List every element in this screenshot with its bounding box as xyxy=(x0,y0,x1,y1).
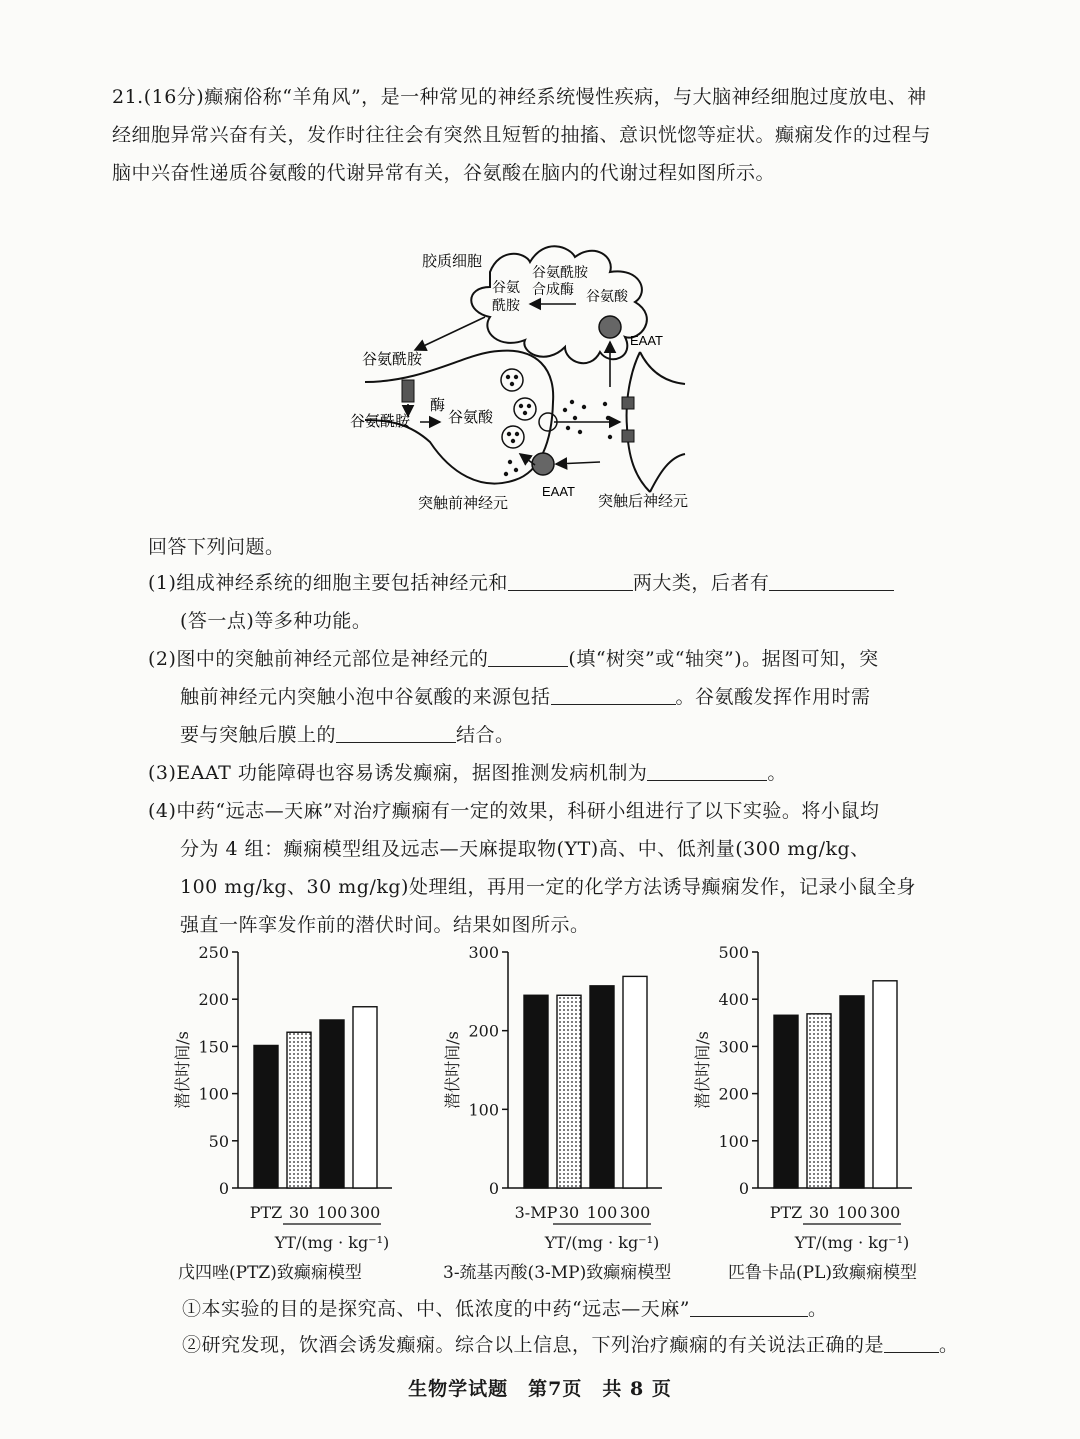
y-tick-label: 100 xyxy=(468,1100,499,1120)
presynaptic-label: 突触前神经元 xyxy=(418,494,509,512)
postsynaptic-label: 突触后神经元 xyxy=(598,492,689,510)
x-tick-label: 30 xyxy=(558,1203,580,1222)
y-tick-label: 0 xyxy=(738,1179,749,1198)
glutamate-metabolism-diagram xyxy=(340,232,720,522)
bar xyxy=(623,976,647,1188)
chart-ptz xyxy=(160,940,460,1254)
subq2-line: ②研究发现，饮酒会诱发癫痫。综合以上信息，下列治疗癫痫的有关说法正确的是 。 xyxy=(182,1334,959,1356)
subq1-blank[interactable] xyxy=(690,1296,808,1317)
question-number: 21. xyxy=(112,86,144,108)
subq2-blank[interactable] xyxy=(884,1332,939,1353)
chart-3mp-caption: 3-巯基丙酸(3-MP)致癫痫模型 xyxy=(443,1263,672,1283)
y-tick-label: 300 xyxy=(718,1037,749,1057)
x-tick-label: 3-MP xyxy=(514,1203,558,1222)
glutamate-label: 谷氨酸 xyxy=(448,408,494,426)
bar xyxy=(807,1014,831,1188)
bar xyxy=(353,1007,377,1188)
y-tick-label: 0 xyxy=(218,1179,229,1198)
y-tick-label: 300 xyxy=(468,943,499,962)
q2-line-2: 触前神经元内突触小泡中谷氨酸的来源包括 。谷氨酸发挥作用时需 xyxy=(180,686,871,708)
y-tick-label: 200 xyxy=(198,990,229,1010)
q3-line-1: (3)EAAT 功能障碍也容易诱发癫痫，据图推测发病机制为 。 xyxy=(148,762,787,784)
question-intro xyxy=(112,78,932,192)
y-axis-label: 潜伏时间/s xyxy=(693,1031,712,1109)
y-tick-label: 0 xyxy=(488,1179,499,1198)
glial-glutamine-label-1: 谷氨 xyxy=(492,280,520,296)
bar xyxy=(557,995,581,1188)
y-tick-label: 100 xyxy=(198,1084,229,1104)
glutamine-in-label: 谷氨酰胺 xyxy=(350,412,411,430)
y-tick-label: 200 xyxy=(718,1084,749,1104)
q1-blank-2[interactable] xyxy=(769,570,894,591)
x-tick-label: 30 xyxy=(288,1203,310,1222)
x-tick-label: 300 xyxy=(869,1203,901,1222)
bar xyxy=(590,986,614,1188)
q1-blank-1[interactable] xyxy=(508,570,633,591)
y-tick-label: 500 xyxy=(718,943,749,962)
y-tick-label: 50 xyxy=(208,1131,229,1151)
bar xyxy=(320,1020,344,1188)
x-tick-label: 300 xyxy=(619,1203,651,1222)
chart-pl xyxy=(680,940,980,1254)
q2-blank-1[interactable] xyxy=(488,646,568,667)
eaat-bottom-transporter xyxy=(532,453,554,475)
q2-line-1: (2)图中的突触前神经元部位是神经元的 (填“树突”或“轴突”)。据图可知，突 xyxy=(148,648,879,670)
eaat-top-label: EAAT xyxy=(630,333,663,348)
x-axis-label: YT/(mg · kg⁻¹) xyxy=(274,1233,390,1252)
q4-line-1: (4)中药“远志—天麻”对治疗癫痫有一定的效果，科研小组进行了以下实验。将小鼠均 xyxy=(148,800,880,822)
eaat-bottom-label: EAAT xyxy=(542,484,575,499)
q2-blank-2[interactable] xyxy=(551,684,676,705)
x-tick-label: PTZ xyxy=(769,1203,803,1222)
glial-glutamine-label-2: 酰胺 xyxy=(492,298,520,314)
glial-cell-label: 胶质细胞 xyxy=(422,252,483,270)
q2-line-3: 要与突触后膜上的 结合。 xyxy=(180,724,515,746)
y-axis-label: 潜伏时间/s xyxy=(173,1031,192,1109)
q4-line-2: 分为 4 组：癫痫模型组及远志—天麻提取物(YT)高、中、低剂量(300 mg/kg、 xyxy=(180,838,870,860)
y-tick-label: 250 xyxy=(198,943,229,962)
x-axis-label: YT/(mg · kg⁻¹) xyxy=(794,1233,910,1252)
subq1-line: ①本实验的目的是探究高、中、低浓度的中药“远志—天麻” 。 xyxy=(182,1298,828,1320)
synthetase-label-1: 谷氨酰胺 xyxy=(532,265,588,281)
synthetase-label-2: 合成酶 xyxy=(532,282,574,298)
y-tick-label: 200 xyxy=(468,1021,499,1041)
question-intro-text: 癫痫俗称“羊角风”，是一种常见的神经系统慢性疾病，与大脑神经细胞过度放电、神经细胞异常兴奋有关，发作时往往会有突然且短暂的抽搐、意识恍惚等症状。癫痫发作的过程与脑中兴奋性递质谷氨酸的代谢异常有关，谷氨酸在脑内的代谢过程如图所示。 xyxy=(112,86,932,184)
q2-blank-3[interactable] xyxy=(336,722,456,743)
x-tick-label: 100 xyxy=(836,1203,868,1222)
bar xyxy=(840,996,864,1188)
x-tick-label: PTZ xyxy=(249,1203,283,1222)
q1-line-1: (1)组成神经系统的细胞主要包括神经元和 两大类，后者有 xyxy=(148,568,894,598)
bar xyxy=(873,981,897,1188)
x-tick-label: 100 xyxy=(316,1203,348,1222)
bar xyxy=(254,1045,278,1188)
y-tick-label: 150 xyxy=(198,1037,229,1057)
chart-svg xyxy=(680,940,980,1250)
chart-pl-caption: 匹鲁卡品(PL)致癫痫模型 xyxy=(728,1263,917,1283)
chart-ptz-caption: 戊四唑(PTZ)致癫痫模型 xyxy=(178,1263,362,1283)
chart-svg xyxy=(160,940,460,1250)
y-axis-label: 潜伏时间/s xyxy=(443,1031,462,1109)
enzyme-label: 酶 xyxy=(430,396,446,414)
x-tick-label: 30 xyxy=(808,1203,830,1222)
x-tick-label: 100 xyxy=(586,1203,618,1222)
answer-prompt: 回答下列问题。 xyxy=(148,536,285,558)
q4-line-3: 100 mg/kg、30 mg/kg)处理组，再用一定的化学方法诱导癫痫发作，记录小鼠全身 xyxy=(180,876,916,898)
y-tick-label: 400 xyxy=(718,990,749,1010)
q1-line-2: (答一点)等多种功能。 xyxy=(180,610,372,632)
x-axis-label: YT/(mg · kg⁻¹) xyxy=(544,1233,660,1252)
q4-line-4: 强直一阵挛发作前的潜伏时间。结果如图所示。 xyxy=(180,914,590,936)
y-tick-label: 100 xyxy=(718,1131,749,1151)
bar xyxy=(524,995,548,1188)
postsynaptic-neuron-outline xyxy=(627,352,650,492)
bar xyxy=(774,1015,798,1188)
x-tick-label: 300 xyxy=(349,1203,381,1222)
glutamine-out-label: 谷氨酰胺 xyxy=(362,350,423,368)
page-footer: 生物学试题 第7页 共 8 页 xyxy=(408,1378,672,1400)
bar xyxy=(287,1032,311,1188)
q3-blank[interactable] xyxy=(647,760,767,781)
glial-glutamate-label: 谷氨酸 xyxy=(586,289,628,305)
question-score: (16分) xyxy=(143,86,205,108)
eaat-top-transporter xyxy=(599,316,621,338)
